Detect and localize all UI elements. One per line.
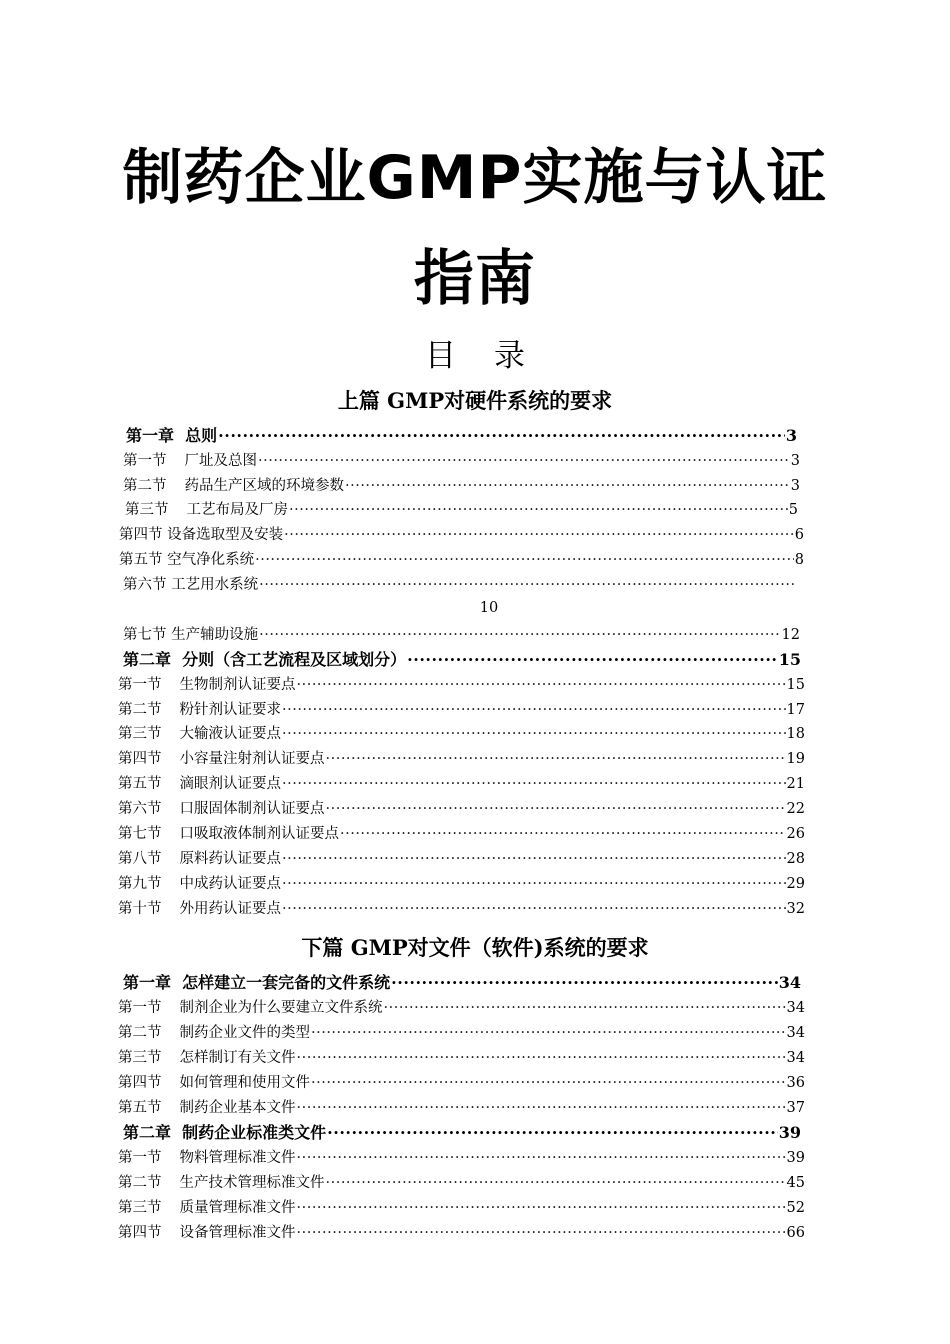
section-number: 第一节 bbox=[118, 1150, 162, 1166]
section-number: 第一节 bbox=[118, 677, 162, 693]
dot-leader bbox=[391, 971, 778, 995]
page-number: 29 bbox=[786, 876, 805, 892]
toc-section-row[interactable] bbox=[118, 772, 805, 796]
chapter-number: 第一章 bbox=[123, 973, 172, 992]
toc-section-row[interactable] bbox=[118, 698, 805, 722]
section-number: 第六节 bbox=[118, 801, 162, 817]
section-number: 第二节 bbox=[118, 1025, 162, 1041]
page-number: 39 bbox=[778, 1123, 801, 1142]
toc-section-row[interactable] bbox=[118, 673, 805, 697]
section-name: 物料管理标准文件 bbox=[179, 1150, 296, 1166]
page-number: 15 bbox=[778, 650, 801, 669]
page-number: 52 bbox=[786, 1200, 805, 1216]
page-number: 10 bbox=[479, 600, 499, 616]
dot-leader bbox=[297, 1046, 786, 1070]
dot-leader bbox=[284, 523, 794, 547]
section-name: 制药企业文件的类型 bbox=[179, 1025, 310, 1041]
chapter-name: 总则 bbox=[185, 426, 218, 445]
toc-section-row[interactable] bbox=[118, 797, 805, 821]
page-number: 19 bbox=[786, 751, 805, 767]
toc-section-row[interactable] bbox=[119, 548, 804, 572]
section-number: 第三节 bbox=[125, 502, 169, 518]
section-name: 口服固体制剂认证要点 bbox=[179, 801, 325, 817]
dot-leader bbox=[297, 1196, 786, 1220]
page-number: 34 bbox=[786, 1025, 805, 1041]
toc-section-row[interactable] bbox=[118, 897, 805, 921]
page-number: 3 bbox=[790, 453, 800, 469]
toc-chapter-row[interactable] bbox=[123, 971, 801, 995]
page-number: 22 bbox=[786, 801, 805, 817]
dot-leader bbox=[218, 424, 785, 448]
toc-section-row[interactable] bbox=[118, 1071, 805, 1095]
section-number: 第一节 bbox=[123, 453, 167, 469]
chapter-name: 制药企业标准类文件 bbox=[182, 1123, 327, 1142]
page-number: 8 bbox=[794, 552, 804, 568]
toc-section-row[interactable] bbox=[118, 1221, 805, 1245]
dot-leader bbox=[384, 996, 786, 1020]
dot-leader bbox=[282, 872, 786, 896]
toc-chapter-row[interactable] bbox=[123, 1121, 801, 1145]
toc-section-row[interactable] bbox=[118, 1196, 805, 1220]
page-number: 36 bbox=[786, 1075, 805, 1091]
page-number: 21 bbox=[786, 776, 805, 792]
toc-section-row[interactable] bbox=[123, 573, 798, 597]
section-name: 外用药认证要点 bbox=[179, 901, 281, 917]
toc-section-row[interactable] bbox=[118, 872, 805, 896]
section-number: 第八节 bbox=[118, 851, 162, 867]
chapter-number: 第二章 bbox=[123, 650, 172, 669]
section-name: 制药企业基本文件 bbox=[179, 1100, 296, 1116]
section-number: 第十节 bbox=[118, 901, 162, 917]
dot-leader bbox=[258, 449, 790, 473]
page-number: 5 bbox=[788, 502, 798, 518]
dot-leader bbox=[340, 822, 786, 846]
dot-leader bbox=[345, 474, 790, 498]
page-number: 18 bbox=[786, 726, 805, 742]
dot-leader bbox=[282, 722, 786, 746]
dot-leader bbox=[326, 797, 786, 821]
section-name: 空气净化系统 bbox=[167, 552, 255, 568]
page-number: 6 bbox=[794, 527, 804, 543]
dot-leader bbox=[297, 673, 786, 697]
section-name: 小容量注射剂认证要点 bbox=[179, 751, 325, 767]
toc-chapter-row[interactable] bbox=[123, 648, 801, 672]
page-number: 32 bbox=[786, 901, 805, 917]
dot-leader bbox=[326, 1171, 786, 1195]
page-number: 28 bbox=[786, 851, 805, 867]
page-number: 17 bbox=[786, 702, 805, 718]
toc-section-row[interactable] bbox=[118, 1021, 805, 1045]
toc-chapter-row[interactable] bbox=[126, 424, 797, 448]
page-number: 3 bbox=[790, 478, 800, 494]
toc-section-row[interactable] bbox=[118, 1146, 805, 1170]
toc-section-row[interactable] bbox=[118, 1046, 805, 1070]
dot-leader bbox=[311, 1021, 786, 1045]
toc-heading: 目录 bbox=[425, 338, 563, 374]
section-number: 第三节 bbox=[118, 726, 162, 742]
chapter-name: 怎样建立一套完备的文件系统 bbox=[182, 973, 391, 992]
section-name: 质量管理标准文件 bbox=[179, 1200, 296, 1216]
section-name: 生产辅助设施 bbox=[171, 627, 259, 643]
chapter-number: 第二章 bbox=[123, 1123, 172, 1142]
dot-leader bbox=[407, 648, 778, 672]
toc-section-row[interactable] bbox=[125, 498, 798, 522]
page-number: 3 bbox=[785, 426, 797, 445]
section-name: 口吸取液体制剂认证要点 bbox=[179, 826, 339, 842]
toc-section-row[interactable] bbox=[118, 747, 805, 771]
section-number: 第二节 bbox=[118, 702, 162, 718]
toc-section-row[interactable] bbox=[123, 474, 800, 498]
toc-section-row[interactable] bbox=[118, 722, 805, 746]
section-number: 第四节 bbox=[118, 1225, 162, 1241]
dot-leader bbox=[282, 698, 786, 722]
section-number: 第五节 bbox=[118, 1100, 162, 1116]
dot-leader bbox=[311, 1071, 786, 1095]
document-title-line1: 制药企业GMP实施与认证 bbox=[122, 143, 828, 213]
chapter-number: 第一章 bbox=[126, 426, 175, 445]
section-number: 第五节 bbox=[118, 776, 162, 792]
section-name: 怎样制订有关文件 bbox=[179, 1050, 296, 1066]
section-number: 第七节 bbox=[123, 627, 167, 643]
section-number: 第五节 bbox=[119, 552, 163, 568]
page-number: 45 bbox=[786, 1175, 805, 1191]
dot-leader bbox=[326, 747, 786, 771]
toc-section-row[interactable] bbox=[118, 822, 805, 846]
page-number: 37 bbox=[786, 1100, 805, 1116]
toc-section-row[interactable] bbox=[118, 1171, 805, 1195]
page-number: 34 bbox=[786, 1050, 805, 1066]
section-number: 第一节 bbox=[118, 1000, 162, 1016]
section-name: 制剂企业为什么要建立文件系统 bbox=[179, 1000, 383, 1016]
dot-leader bbox=[259, 573, 797, 597]
dot-leader bbox=[282, 847, 786, 871]
toc-section-row[interactable] bbox=[123, 449, 800, 473]
page-number: 15 bbox=[786, 677, 805, 693]
page-number: 12 bbox=[781, 627, 800, 643]
section-name: 工艺用水系统 bbox=[171, 577, 259, 593]
section-name: 设备选取型及安装 bbox=[167, 527, 284, 543]
section-name: 大输液认证要点 bbox=[179, 726, 281, 742]
page-number: 66 bbox=[786, 1225, 805, 1241]
dot-leader bbox=[297, 1146, 786, 1170]
section-number: 第四节 bbox=[118, 1075, 162, 1091]
dot-leader bbox=[297, 1221, 786, 1245]
dot-leader bbox=[297, 1096, 786, 1120]
dot-leader bbox=[282, 897, 786, 921]
document-title-line2: 指南 bbox=[414, 244, 536, 314]
section-name: 粉针剂认证要求 bbox=[179, 702, 281, 718]
toc-section-row[interactable] bbox=[118, 996, 805, 1020]
page-number: 34 bbox=[786, 1000, 805, 1016]
chapter-name: 分则（含工艺流程及区域划分） bbox=[182, 650, 407, 669]
section-name: 中成药认证要点 bbox=[179, 876, 281, 892]
section-name: 设备管理标准文件 bbox=[179, 1225, 296, 1241]
toc-section-row[interactable] bbox=[119, 523, 804, 547]
dot-leader bbox=[327, 1121, 778, 1145]
section-number: 第九节 bbox=[118, 876, 162, 892]
section-number: 第二节 bbox=[118, 1175, 162, 1191]
section-name: 生物制剂认证要点 bbox=[179, 677, 296, 693]
section-number: 第三节 bbox=[118, 1050, 162, 1066]
dot-leader bbox=[255, 548, 794, 572]
section-name: 药品生产区域的环境参数 bbox=[184, 478, 344, 494]
page-number: 26 bbox=[786, 826, 805, 842]
page-number: 34 bbox=[778, 973, 801, 992]
section-number: 第四节 bbox=[118, 751, 162, 767]
part2-heading: 下篇 GMP对文件（软件)系统的要求 bbox=[301, 935, 649, 960]
section-name: 滴眼剂认证要点 bbox=[179, 776, 281, 792]
page-number: 39 bbox=[786, 1150, 805, 1166]
toc-section-row[interactable] bbox=[118, 847, 805, 871]
section-number: 第二节 bbox=[123, 478, 167, 494]
section-name: 如何管理和使用文件 bbox=[179, 1075, 310, 1091]
section-number: 第七节 bbox=[118, 826, 162, 842]
section-name: 生产技术管理标准文件 bbox=[179, 1175, 325, 1191]
toc-section-row[interactable] bbox=[123, 623, 800, 647]
section-name: 原料药认证要点 bbox=[179, 851, 281, 867]
part1-heading: 上篇 GMP对硬件系统的要求 bbox=[337, 388, 613, 413]
dot-leader bbox=[289, 498, 788, 522]
section-name: 工艺布局及厂房 bbox=[186, 502, 288, 518]
dot-leader bbox=[282, 772, 786, 796]
section-number: 第三节 bbox=[118, 1200, 162, 1216]
dot-leader bbox=[259, 623, 780, 647]
section-number: 第四节 bbox=[119, 527, 163, 543]
section-name: 厂址及总图 bbox=[184, 453, 257, 469]
toc-section-row[interactable] bbox=[118, 1096, 805, 1120]
section-number: 第六节 bbox=[123, 577, 167, 593]
